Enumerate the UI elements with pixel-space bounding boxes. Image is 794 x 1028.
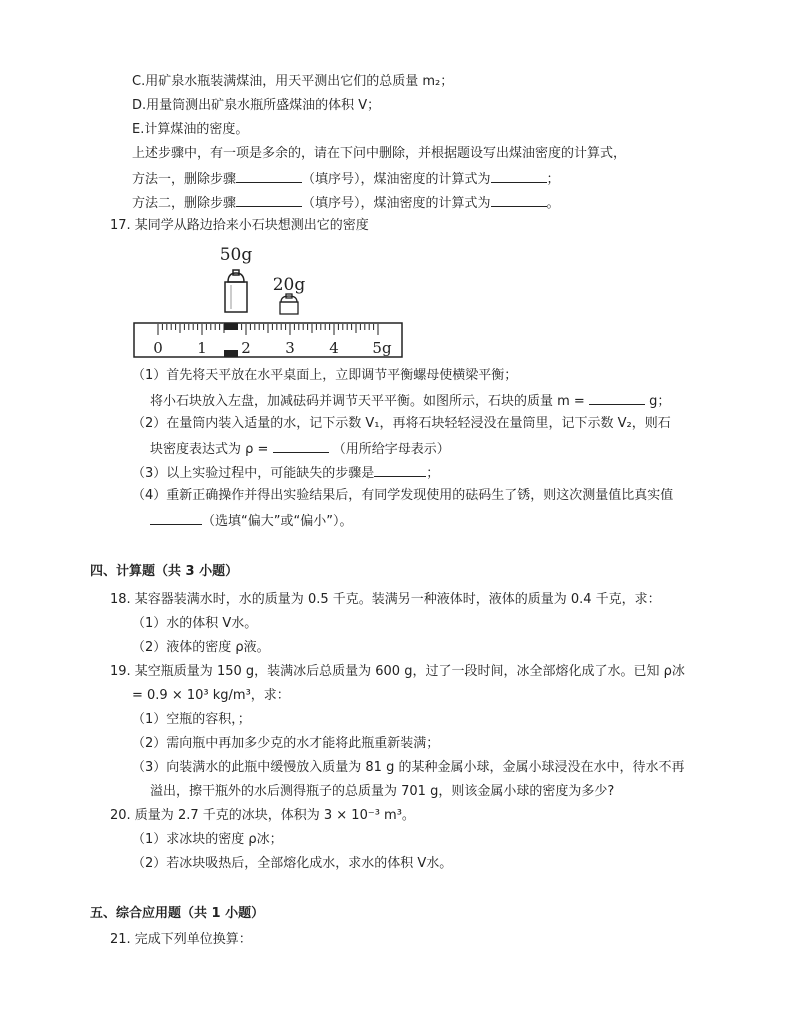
q19-text: 19. 某空瓶质量为 150 g，装满冰后总质量为 600 g，过了一段时间，冰全部熔化成了水。已知 ρ冰 xyxy=(110,664,685,679)
q21-text: 21. 完成下列单位换算： xyxy=(110,932,252,947)
balance-weights-figure xyxy=(132,240,404,360)
q16-method-2 xyxy=(132,192,560,214)
scale-label-1: 1 xyxy=(197,339,207,357)
q16-option-c: C.用矿泉水瓶装满煤油，用天平测出它们的总质量 m₂； xyxy=(132,74,454,89)
q18-text: 18. 某容器装满水时，水的质量为 0.5 千克。装满另一种液体时，液体的质量为 0.4 千克，求： xyxy=(110,592,661,607)
scale-label-3: 3 xyxy=(285,339,295,357)
q19-part-2: （2）需向瓶中再加多少克的水才能将此瓶重新装满； xyxy=(132,736,440,751)
q16-method-2-prefix: 方法二，删除步骤 xyxy=(132,196,237,211)
q17-title: 17. 某同学从路边拾来小石块想测出它的密度 xyxy=(110,218,369,233)
q19-part-3a: （3）向装满水的此瓶中缓慢放入质量为 81 g 的某种金属小球，金属小球浸没在水中，待水不再 xyxy=(132,760,685,775)
answer-blank[interactable] xyxy=(589,390,645,405)
q16-option-e: E.计算煤油的密度。 xyxy=(132,122,249,137)
q18-part-2: （2）液体的密度 ρ液。 xyxy=(132,640,270,655)
q18-part-1: （1）水的体积 V水。 xyxy=(132,616,258,631)
weight-20g-icon xyxy=(280,294,298,314)
rider-marker-bottom xyxy=(224,350,238,357)
q17-part-1b-unit: g； xyxy=(649,394,671,409)
q16-method-2-mid: （填序号），煤油密度的计算式为 xyxy=(302,196,491,211)
q16-method-2-suffix: 。 xyxy=(546,196,560,211)
q17-part-1b-text: 将小石块放入左盘，加减砝码并调节天平平衡。如图所示，石块的质量 m = xyxy=(150,394,585,409)
answer-blank[interactable] xyxy=(236,168,302,183)
q19-part-3b: 溢出，擦干瓶外的水后测得瓶子的总质量为 701 g，则该金属小球的密度为多少? xyxy=(150,784,615,799)
q20-text: 20. 质量为 2.7 千克的冰块，体积为 3 × 10⁻³ m³。 xyxy=(110,808,415,823)
q16-method-1-mid: （填序号），煤油密度的计算式为 xyxy=(302,172,491,187)
q16-method-1 xyxy=(132,168,560,190)
q17-part-3-suffix: ； xyxy=(426,466,440,481)
answer-blank[interactable] xyxy=(374,462,426,477)
balance-figure-svg xyxy=(132,240,404,360)
scale-label-2: 2 xyxy=(241,339,251,357)
answer-blank[interactable] xyxy=(273,438,329,453)
q17-part-4b-text: （选填“偏大”或“偏小”）。 xyxy=(202,514,353,529)
q20-part-1: （1）求冰块的密度 ρ冰； xyxy=(132,832,283,847)
scale-ticks xyxy=(158,324,378,335)
weight-20g-label: 20g xyxy=(272,275,306,295)
q16-option-d: D.用量筒测出矿泉水瓶所盛煤油的体积 V； xyxy=(132,98,381,113)
q17-part-1a: （1）首先将天平放在水平桌面上，立即调节平衡螺母使横梁平衡； xyxy=(132,368,518,383)
answer-blank[interactable] xyxy=(491,192,547,207)
q20-part-2: （2）若冰块吸热后，全部熔化成水，求水的体积 V水。 xyxy=(132,856,453,871)
rider-marker-top xyxy=(224,323,238,330)
q17-part-1b xyxy=(150,390,670,412)
answer-blank[interactable] xyxy=(491,168,547,183)
section-5-heading: 五、综合应用题（共 1 小题） xyxy=(90,906,265,921)
q17-part-3-text: （3）以上实验过程中，可能缺失的步骤是 xyxy=(132,466,375,481)
weight-50g-icon xyxy=(225,270,247,312)
q17-part-2b-note: （用所给字母表示） xyxy=(332,442,450,457)
q16-method-1-prefix: 方法一，删除步骤 xyxy=(132,172,237,187)
q17-part-2b xyxy=(150,438,450,460)
q19-part-1: （1）空瓶的容积，； xyxy=(132,712,251,727)
weight-50g-label: 50g xyxy=(219,245,253,265)
answer-blank[interactable] xyxy=(236,192,302,207)
q16-instruction: 上述步骤中，有一项是多余的，请在下问中删除，并根据题设写出煤油密度的计算式， xyxy=(132,146,627,161)
q19-text-cont: = 0.9 × 10³ kg/m³，求： xyxy=(132,688,290,703)
scale-label-0: 0 xyxy=(153,339,163,357)
answer-blank[interactable] xyxy=(150,510,202,525)
section-4-heading: 四、计算题（共 3 小题） xyxy=(90,564,239,579)
q17-part-4a: （4）重新正确操作并得出实验结果后，有同学发现使用的砝码生了锈，则这次测量值比真实值 xyxy=(132,488,674,503)
scale-label-5g: 5g xyxy=(372,339,392,357)
balance-scale-bar xyxy=(134,323,402,357)
q17-part-2a: （2）在量筒内装入适量的水，记下示数 V₁，再将石块轻轻浸没在量筒里，记下示数 V₂，则石 xyxy=(132,416,671,431)
q17-part-3 xyxy=(132,462,439,484)
q17-part-4b xyxy=(150,510,352,532)
scale-label-4: 4 xyxy=(329,339,339,357)
q16-method-1-suffix: ； xyxy=(546,172,560,187)
q17-part-2b-text: 块密度表达式为 ρ = xyxy=(150,442,269,457)
